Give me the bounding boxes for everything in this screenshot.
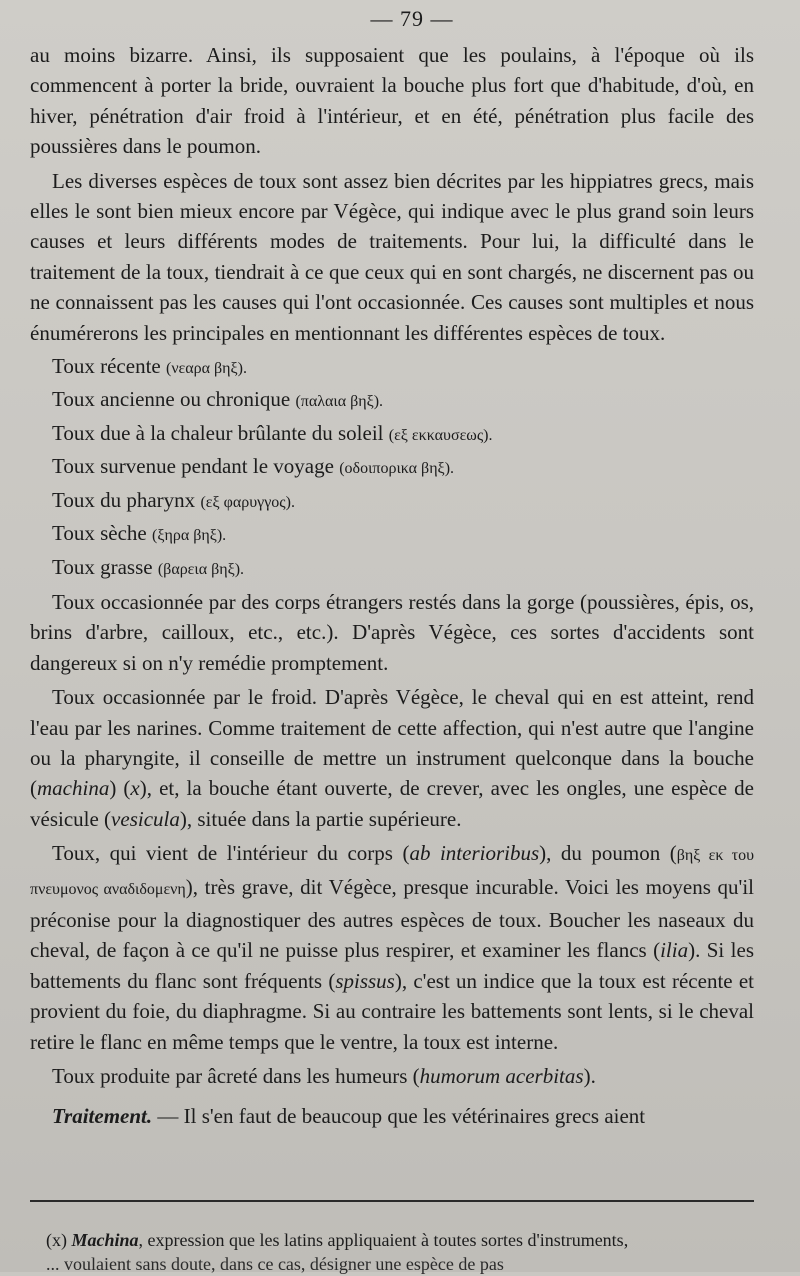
paragraph-2: Les diverses espèces de toux sont assez bien décrites par les hippiatres grecs, mais elles le sont bien mieux encore par Végèce, qui indique avec le plus grand soin leurs causes et leurs différents modes de traitements. Pour lui, la difficulté dans le traitement de la toux, tiendrait à ce que ceux qui en sont chargés, ne discernent pas ou ne connaissent pas les causes qui l'ont occasionnée. Ces causes sont multiples et nous énumérerons les principales en mentionnant les différentes espèces de toux. (30, 168, 754, 345)
paragraph-foreign-bodies: Toux occasionnée par des corps étrangers restés dans la gorge (poussières, épis, os, brins d'arbre, cailloux, etc., etc.). D'après Végèce, ces sortes d'accidents sont dangereux si on n'y remédie promptement. (30, 589, 754, 675)
list-item: Toux du pharynx (εξ φαρυγγος). (52, 487, 295, 512)
list-item: Toux grasse (βαρεια βηξ). (52, 554, 245, 579)
paragraph-humors-cough: Toux produite par âcreté dans les humeurs (humorum acerbitas). (52, 1064, 596, 1088)
list-item: Toux due à la chaleur brûlante du soleil (εξ εκκαυσεως). (52, 420, 493, 445)
paragraph-1: au moins bizarre. Ainsi, ils supposaient que les poulains, à l'époque où ils commencent à porter la bride, ouvraient la bouche plus fort que d'habitude, d'où, en hiver, pénétration d'air froid à l'intérieur, et en été, pénétration plus facile des poussières dans le poumon. (30, 43, 754, 159)
footnote-divider (30, 1200, 754, 1202)
paragraph-treatment: Traitement. — Il s'en faut de beaucoup que les vétérinaires grecs aient (52, 1104, 646, 1129)
list-item: Toux survenue pendant le voyage (οδοιπορικα βηξ). (52, 454, 455, 479)
list-item: Toux sèche (ξηρα βηξ). (52, 521, 227, 546)
list-item: Toux récente (νεαρα βηξ). (52, 354, 247, 379)
paragraph-cold-cough: Toux occasionnée par le froid. D'après Végèce, le cheval qui en est atteint, rend l'eau par les narines. Comme traitement de cette affection, qui n'est autre que l'angine ou la pharyngite, il conseille de mettre un instrument quelconque dans la bouche (machina) (x), et, la bouche étant ouverte, de crever, avec les ongles, une espèce de vésicule (vesicula), située dans la partie supérieure. (30, 685, 754, 831)
paragraph-internal-cough: Toux, qui vient de l'intérieur du corps (ab interioribus), du poumon (βηξ εκ του πνευμονος αναδιδομενη), très grave, dit Végèce, presque incurable. Voici les moyens qu'il préconise pour la diagnostiquer des autres espèces de toux. Boucher les naseaux du cheval, de façon à ce qu'il ne puisse plus respirer, et examiner les flancs (ilia). Si les battements du flanc sont fréquents (spissus), c'est un indice que la toux est récente et provient du foie, du diaphragme. Si au contraire les battements sont lents, si le cheval retire le flanc en même temps que le ventre, la toux est interne. (30, 841, 754, 1054)
list-item: Toux ancienne ou chronique (παλαια βηξ). (52, 387, 384, 412)
cough-types-list (30, 351, 754, 585)
footnote: (x) Machina, expression que les latins appliquaient à toutes sortes d'instruments, ... voulaient sans doute, dans ce cas, désigner une espèce de pas (46, 1230, 629, 1274)
page-number: — 79 — (370, 6, 454, 31)
section-heading: Traitement. (52, 1104, 153, 1129)
